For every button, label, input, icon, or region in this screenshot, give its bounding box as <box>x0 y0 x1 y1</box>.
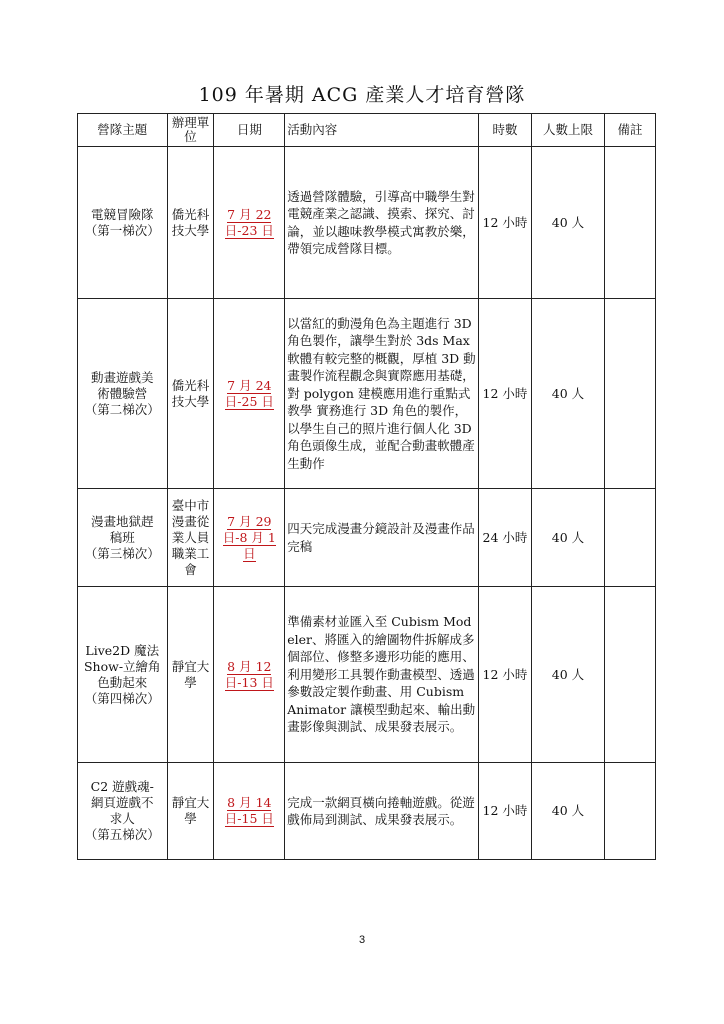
unit-cell: 僑光科技大學 <box>167 147 214 299</box>
hours-cell: 12 小時 <box>478 299 531 489</box>
date-text: 8 月 12 日-13 日 <box>224 658 274 690</box>
header-content: 活動內容 <box>285 114 479 147</box>
theme-line: （第二梯次） <box>84 401 160 417</box>
date-cell <box>214 763 285 860</box>
theme-cell <box>78 763 168 860</box>
unit-cell: 臺中市漫畫從業人員職業工會 <box>167 489 214 587</box>
theme-line: （第五梯次） <box>84 827 160 842</box>
theme-line: 漫畫地獄趕 <box>91 513 154 529</box>
theme-line: 色動起來 <box>97 674 148 690</box>
capacity-cell: 40 人 <box>532 587 605 763</box>
theme-line: 電競冒險隊 <box>91 206 154 222</box>
camp-schedule-table <box>77 113 656 860</box>
header-unit: 辦理單位 <box>167 114 214 147</box>
table-row <box>78 147 656 299</box>
theme-line: Live2D 魔法 <box>85 642 160 658</box>
unit-cell: 靜宜大學 <box>167 763 214 860</box>
theme-cell <box>78 147 168 299</box>
note-cell <box>604 489 655 587</box>
theme-line: 求人 <box>109 811 135 826</box>
note-cell <box>604 763 655 860</box>
theme-line: 術體驗營 <box>97 385 148 401</box>
capacity-cell: 40 人 <box>532 299 605 489</box>
unit-cell: 靜宜大學 <box>167 587 214 763</box>
theme-cell <box>78 299 168 489</box>
unit-cell: 僑光科技大學 <box>167 299 214 489</box>
theme-line: 網頁遊戲不 <box>91 795 154 810</box>
note-cell <box>604 587 655 763</box>
header-theme: 營隊主題 <box>78 114 168 147</box>
document-title: 109 年暑期 ACG 產業人才培育營隊 <box>198 84 526 106</box>
date-cell <box>214 587 285 763</box>
theme-line: 稿班 <box>109 529 135 545</box>
table-header-row <box>78 114 656 147</box>
header-note: 備註 <box>604 114 655 147</box>
theme-line: Show-立繪角 <box>83 658 161 674</box>
theme-line: （第三梯次） <box>84 545 160 561</box>
table-row <box>78 489 656 587</box>
theme-line: C2 遊戲魂- <box>90 779 154 794</box>
date-text: 7 月 29 日-8 月 1 日 <box>222 513 276 561</box>
note-cell <box>604 299 655 489</box>
date-text: 7 月 24 日-25 日 <box>224 377 274 409</box>
theme-cell <box>78 587 168 763</box>
theme-line: （第一梯次） <box>84 222 160 238</box>
header-date: 日期 <box>214 114 285 147</box>
page-number: 3 <box>358 934 366 946</box>
date-cell <box>214 147 285 299</box>
date-text: 7 月 22 日-23 日 <box>224 206 274 238</box>
capacity-cell: 40 人 <box>532 763 605 860</box>
date-cell <box>214 489 285 587</box>
hours-cell: 12 小時 <box>478 147 531 299</box>
theme-line: 動畫遊戲美 <box>91 369 154 385</box>
hours-cell: 12 小時 <box>478 763 531 860</box>
table-row <box>78 299 656 489</box>
header-capacity: 人數上限 <box>532 114 605 147</box>
table-row <box>78 763 656 860</box>
theme-cell <box>78 489 168 587</box>
hours-cell: 12 小時 <box>478 587 531 763</box>
content-cell: 四天完成漫畫分鏡設計及漫畫作品完稿 <box>285 489 479 587</box>
hours-cell: 24 小時 <box>478 489 531 587</box>
table-row <box>78 587 656 763</box>
header-hours: 時數 <box>478 114 531 147</box>
date-cell <box>214 299 285 489</box>
theme-line: （第四梯次） <box>84 690 160 706</box>
content-cell: 完成一款網頁橫向捲軸遊戲。從遊戲佈局到測試、成果發表展示。 <box>285 763 479 860</box>
date-text: 8 月 14 日-15 日 <box>224 795 274 826</box>
content-cell: 準備素材並匯入至 Cubism Modeler、將匯入的繪圖物件拆解成多個部位、修整多邊形功能的應用、利用變形工具製作動畫模型、透過參數設定製作動畫、用 Cubism Animator 讓模型動起來、輸出動畫影像與測試、成果發表展示。 <box>285 587 479 763</box>
capacity-cell: 40 人 <box>532 489 605 587</box>
note-cell <box>604 147 655 299</box>
content-cell: 透過營隊體驗，引導高中職學生對電競產業之認識、摸索、探究、討論，並以趣味教學模式寓教於樂，帶領完成營隊目標。 <box>285 147 479 299</box>
content-cell: 以當紅的動漫角色為主題進行 3D 角色製作，讓學生對於 3ds Max 軟體有較完整的概觀，厚植 3D 動畫製作流程觀念與實際應用基礎，對 polygon 建模應用進行重點式教學 實務進行 3D 角色的製作，以學生自己的照片進行個人化 3D 角色頭像生成，並配合動畫軟體產生動作 <box>285 299 479 489</box>
capacity-cell: 40 人 <box>532 147 605 299</box>
